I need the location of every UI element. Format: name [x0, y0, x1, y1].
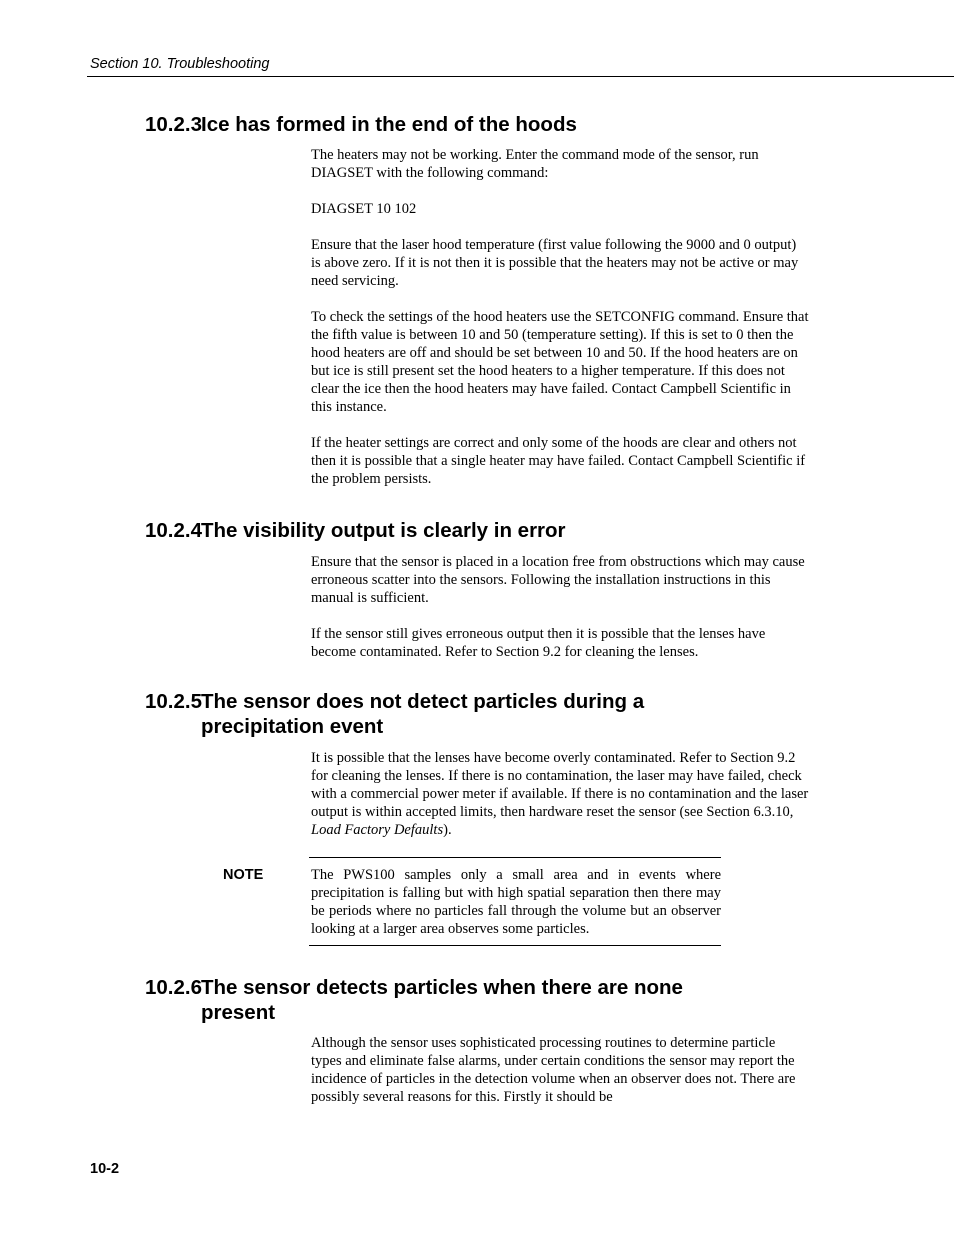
section-title: The visibility output is clearly in error [201, 519, 566, 542]
section-10-2-3-body [311, 146, 809, 488]
note-label: NOTE [223, 867, 264, 883]
section-title: Ice has formed in the end of the hoods [201, 113, 577, 136]
heading-10-2-6 [145, 975, 683, 1025]
section-number: 10.2.6 [145, 976, 202, 999]
section-10-2-5-body [311, 749, 809, 839]
section-title-line2: present [201, 1001, 276, 1024]
italic-reference: Load Factory Defaults [311, 822, 444, 838]
note-box: The PWS100 samples only a small area and in events where precipitation is falling but with high spatial separation then there may be periods where no particles fall through the volume but an observer looking at a larger area observes some particles. [309, 857, 721, 946]
section-10-2-6-body [311, 1034, 809, 1106]
page-number: 10-2 [90, 1161, 120, 1177]
section-title-line2: precipitation event [201, 715, 384, 738]
command-line: DIAGSET 10 102 [311, 201, 417, 217]
header-rule [87, 76, 954, 77]
section-title-line1: The sensor detects particles when there are none [201, 976, 683, 999]
section-title-line1: The sensor does not detect particles during a [201, 690, 645, 713]
paragraph: Ensure that the laser hood temperature (first value following the 9000 and 0 output) is above zero. If it is not then it is possible that the heaters may not be active or may need servicing. [311, 237, 799, 289]
paragraph-end: ). [443, 822, 452, 838]
running-header: Section 10. Troubleshooting [90, 56, 270, 72]
paragraph: If the sensor still gives erroneous output then it is possible that the lenses have become contaminated. Refer to Section 9.2 for cleaning the lenses. [311, 626, 766, 660]
section-number: 10.2.4 [145, 519, 202, 542]
paragraph: Ensure that the sensor is placed in a location free from obstructions which may cause erroneous scatter into the sensors. Following the installation instructions in this manual is sufficient. [311, 554, 805, 606]
heading-10-2-4 [145, 518, 566, 543]
section-number: 10.2.5 [145, 690, 202, 713]
paragraph: If the heater settings are correct and only some of the hoods are clear and others not then it is possible that a single heater may have failed. Contact Campbell Scientific if the problem persists. [311, 435, 806, 487]
paragraph: Although the sensor uses sophisticated processing routines to determine particle types and eliminate false alarms, under certain conditions the sensor may report the incidence of particles in the detection volume when an observer does not. There are possibly several reasons for this. Firstly it should be [311, 1035, 796, 1105]
heading-10-2-3 [145, 112, 577, 137]
section-10-2-4-body [311, 553, 809, 661]
paragraph: To check the settings of the hood heaters use the SETCONFIG command. Ensure that the fifth value is between 10 and 50 (temperature setting). If this is set to 0 then the hood heaters are off and should be set between 10 and 50. If the hood heaters are on but ice is still present set the hood heaters to a higher temperature. If this does not clear the ice then the hood heaters may have failed. Contact Campbell Scientific in this instance. [311, 309, 809, 415]
paragraph [311, 749, 809, 839]
section-number: 10.2.3 [145, 113, 202, 136]
paragraph-text: It is possible that the lenses have become overly contaminated. Refer to Section 9.2 for cleaning the lenses. If there is no contamination, the laser may have failed, check with a commercial power meter if available. If there is no contamination and the laser output is within accepted limits, then hardware reset the sensor (see Section 6.3.10, [311, 750, 809, 820]
heading-10-2-5 [145, 689, 644, 739]
paragraph: The heaters may not be working. Enter the command mode of the sensor, run DIAGSET with the following command: [311, 147, 759, 181]
